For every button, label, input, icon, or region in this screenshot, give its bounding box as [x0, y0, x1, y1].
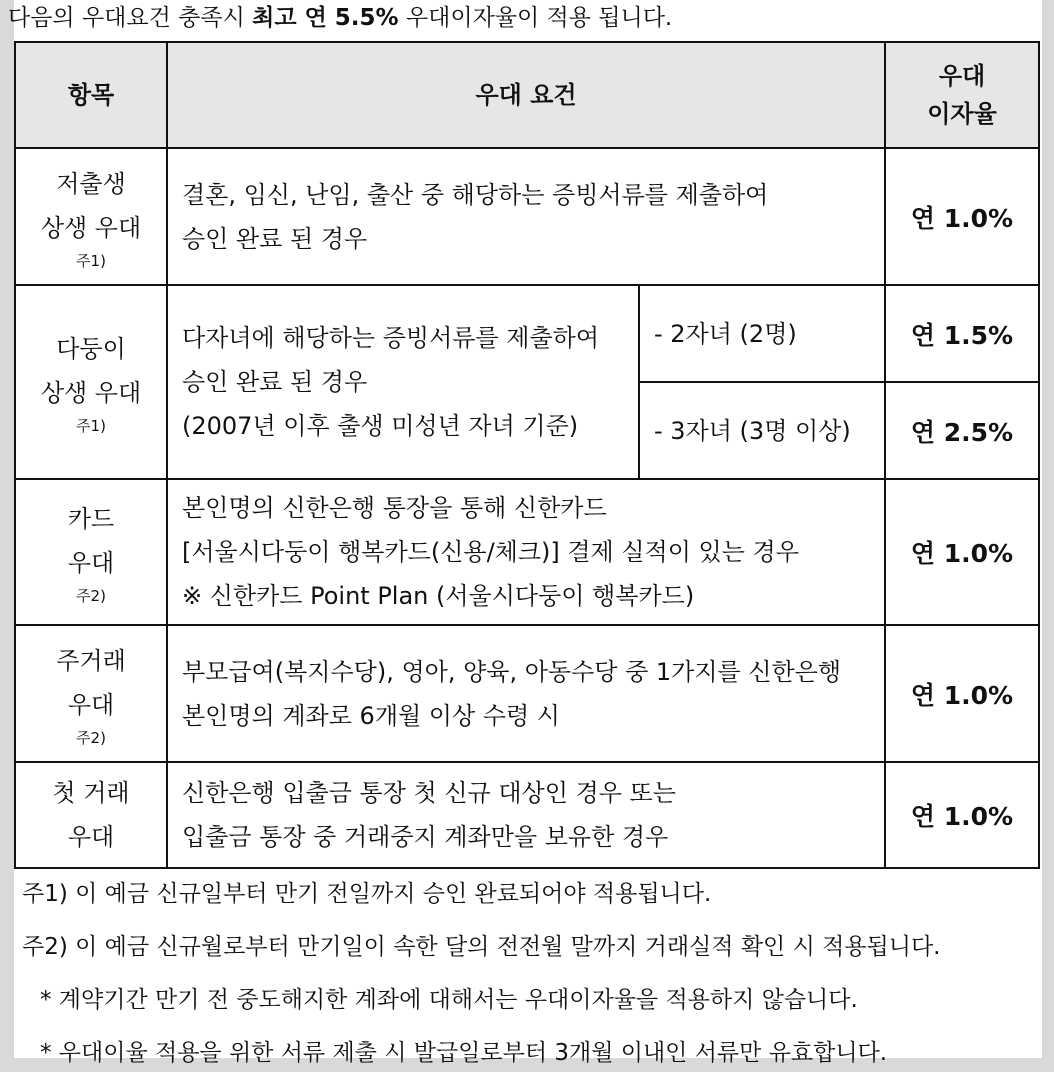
- category-line: 우대: [67, 690, 115, 719]
- requirement-line: 입출금 통장 중 거래중지 계좌만을 보유한 경우: [182, 823, 669, 851]
- category-line: 상생 우대: [40, 379, 142, 407]
- header-rate: [885, 42, 1039, 148]
- row-category: [15, 762, 167, 868]
- requirement-line: [서울시다둥이 행복카드(신용/체크)] 결제 실적이 있는 경우: [182, 538, 799, 566]
- row-requirement: [167, 762, 885, 868]
- requirement-line: 본인명의 계좌로 6개월 이상 수령 시: [182, 701, 560, 730]
- category-line: 상생 우대: [40, 213, 142, 242]
- requirement-line: 승인 완료 된 경우: [182, 368, 368, 396]
- row-category: [15, 285, 167, 479]
- footnotes: [22, 872, 1042, 1072]
- footnote-ref: 주1): [76, 417, 106, 435]
- header-rate-line2: 이자율: [927, 100, 997, 128]
- footnote-2: 주2) 이 예금 신규월로부터 만기일이 속한 달의 전전월 말까지 거래실적 확인 시 적용됩니다.: [22, 934, 941, 960]
- row-rate: 연 2.5%: [885, 382, 1039, 479]
- category-line: 첫 거래: [52, 779, 130, 807]
- requirement-line: ※ 신한카드 Point Plan (서울시다둥이 행복카드): [182, 582, 695, 610]
- header-rate-line1: 우대: [938, 62, 986, 90]
- category-line: 카드: [67, 505, 115, 533]
- row-category: [15, 479, 167, 625]
- row-requirement: [167, 625, 885, 762]
- sub-condition: - 3자녀 (3명 이상): [639, 382, 885, 479]
- table-row: [15, 479, 1039, 625]
- row-rate: 연 1.0%: [885, 762, 1039, 868]
- right-border: [1042, 0, 1054, 1072]
- requirement-line: 부모급여(복지수당), 영아, 양육, 아동수당 중 1가지를 신한은행: [182, 657, 842, 686]
- category-line: 우대: [67, 549, 115, 577]
- intro-prefix: 다음의 우대요건 충족시: [8, 5, 253, 31]
- row-rate: 연 1.5%: [885, 285, 1039, 382]
- row-requirement: [167, 479, 885, 625]
- row-rate: 연 1.0%: [885, 625, 1039, 762]
- category-line: 주거래: [56, 646, 126, 675]
- footnote-ref: 주2): [76, 587, 106, 605]
- requirement-line: 본인명의 신한은행 통장을 통해 신한카드: [182, 494, 607, 522]
- table-row: [15, 762, 1039, 868]
- row-category: [15, 148, 167, 285]
- category-line: 우대: [67, 823, 115, 851]
- requirement-line: 신한은행 입출금 통장 첫 신규 대상인 경우 또는: [182, 779, 676, 807]
- row-rate: 연 1.0%: [885, 148, 1039, 285]
- requirement-line: 승인 완료 된 경우: [182, 224, 368, 253]
- requirement-line: (2007년 이후 출생 미성년 자녀 기준): [182, 412, 579, 440]
- footnote-1: 주1) 이 예금 신규일부터 만기 전일까지 승인 완료되어야 적용됩니다.: [22, 881, 712, 907]
- sub-condition: - 2자녀 (2명): [639, 285, 885, 382]
- table-row: [15, 148, 1039, 285]
- row-rate: 연 1.0%: [885, 479, 1039, 625]
- row-requirement: [167, 285, 639, 479]
- footnote-ref: 주1): [76, 251, 106, 270]
- intro-max-rate: 최고 연 5.5%: [252, 5, 399, 31]
- benefit-table: [14, 41, 1040, 869]
- category-line: 다둥이: [56, 335, 126, 363]
- requirement-line: 다자녀에 해당하는 증빙서류를 제출하여: [182, 324, 600, 352]
- requirement-line: 결혼, 임신, 난임, 출산 중 해당하는 증빙서류를 제출하여: [182, 180, 769, 209]
- intro-suffix: 우대이자율이 적용 됩니다.: [398, 5, 673, 31]
- caution-document-validity: * 우대이율 적용을 위한 서류 제출 시 발급일로부터 3개월 이내인 서류만 유효합니다.: [40, 1040, 888, 1066]
- caution-early-termination: * 계약기간 만기 전 중도해지한 계좌에 대해서는 우대이자율을 적용하지 않습니다.: [40, 987, 858, 1013]
- header-requirement: 우대 요건: [167, 42, 885, 148]
- category-line: 저출생: [56, 169, 126, 198]
- header-item: 항목: [15, 42, 167, 148]
- row-category: [15, 625, 167, 762]
- footnote-ref: 주2): [76, 728, 106, 747]
- left-border: [0, 0, 14, 1072]
- row-requirement: [167, 148, 885, 285]
- table-header-row: [15, 42, 1039, 148]
- table-row: [15, 285, 1039, 382]
- intro-text: [8, 4, 672, 32]
- table-row: [15, 625, 1039, 762]
